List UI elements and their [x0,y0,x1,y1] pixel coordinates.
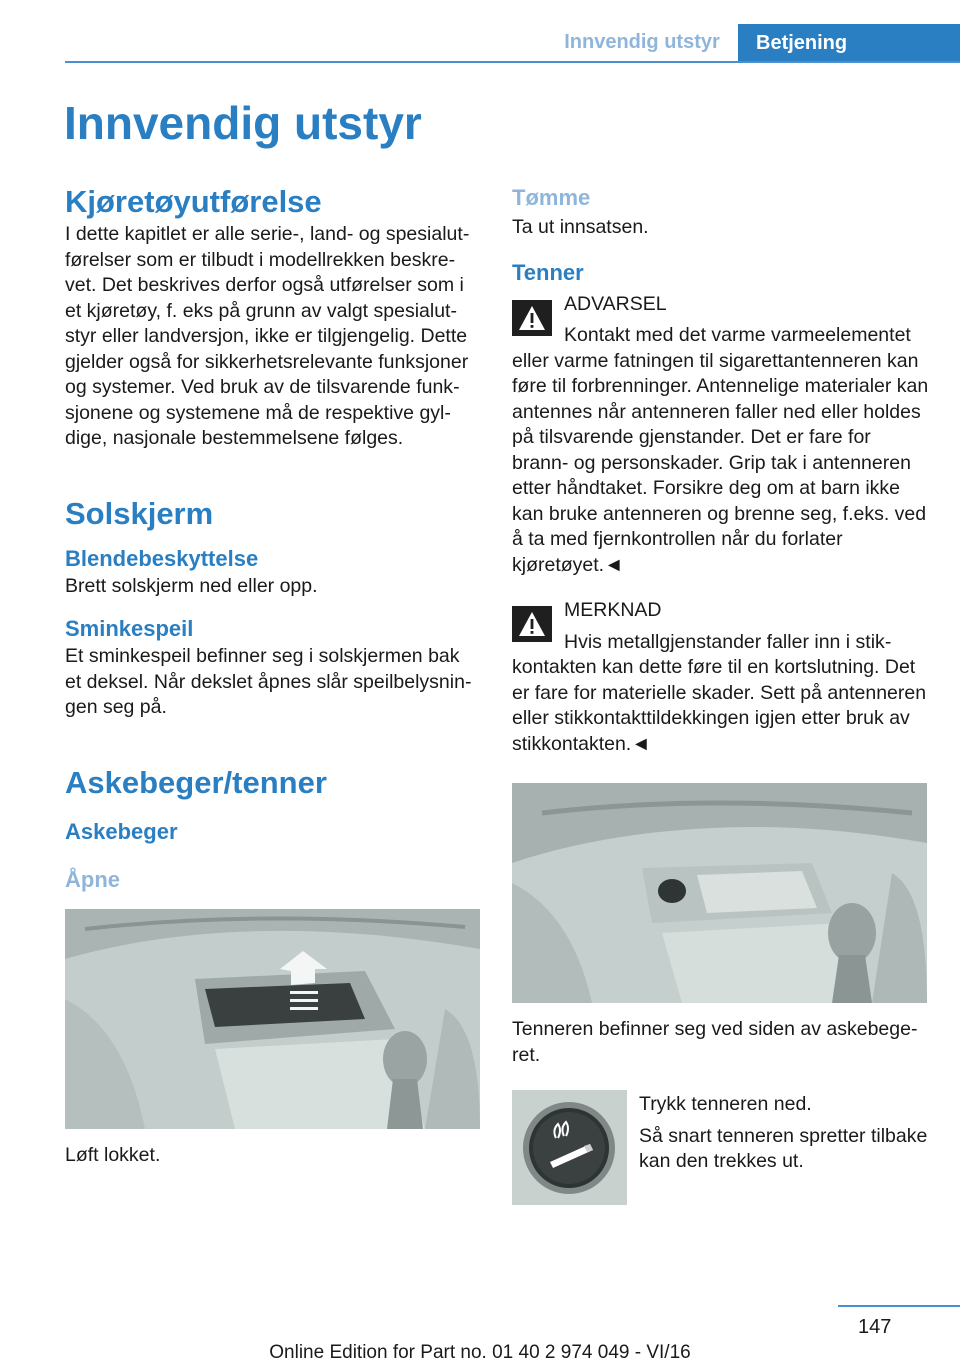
page-title: Innvendig utstyr [64,97,422,149]
paragraph-lighter-location: Tenneren befinner seg ved siden av askebegeret. [512,1018,918,1066]
heading-glare-shield: Blendebeskyttelse [65,545,259,571]
paragraph-press-lighter: Trykk tenneren ned. [639,1093,812,1115]
paragraph-vehicle-version: I dette kapitlet er alle serie-, land- og spesialutførelser som er tilbudt i modellrekken beskrevet. Det beskrives derfor også utførelser som i et kjøretøy, f. eks på grunn av valgt spesialutstyr eller landversjon, ikke er tilgjengelig. Dette gjelder også for sikkerhetsrelevante funksjoner og systemer. Ved bruk av de tilsvarende funksjonene og systemene må de respektive gyldige, nasjonale bestemmelsene følges. [65,223,470,449]
caption-lift-lid: Løft lokket. [65,1143,161,1166]
lighter-location-photo [512,783,927,1003]
paragraph-empty: Ta ut innsatsen. [512,216,649,238]
warning-block-advarsel [512,292,930,579]
heading-vehicle-version: Kjøretøyutførelse [65,184,322,219]
lighter-instruction-block [512,1088,930,1208]
warning-title-merknad: MERKNAD [564,599,662,621]
left-column [65,180,480,1168]
warning-text-merknad: Hvis metallgjenstander faller inn i stikkontakten kan dette føre til en kortslutning. Det er fare for materielle skader. Sett på antenneren eller stikkontakttildekkingen igjen etter bruk av stikkontakten.◄ [512,630,927,755]
heading-ashtray-lighter: Askebeger/tenner [65,764,327,800]
header-tab-betjening[interactable]: Betjening [738,24,960,62]
heading-open: Åpne [65,866,120,892]
heading-sun-visor: Solskjerm [65,495,214,531]
heading-vanity-mirror: Sminkespeil [65,616,194,641]
paragraph-vanity-mirror: Et sminkespeil befinner seg i solskjermen bak et deksel. Når dekslet åpnes slår speilbelysningen seg på. [65,645,472,718]
paragraph-lighter-pops: Så snart tenneren spretter tilbake kan den trekkes ut. [639,1124,928,1172]
footer-rule [838,1305,960,1307]
header-rule [65,61,960,63]
ashtray-open-photo [65,909,480,1129]
header-section-label: Innvendig utstyr [564,31,720,53]
heading-ashtray: Askebeger [65,818,178,844]
warning-text-advarsel: Kontakt med det varme varmeelementet eller varme fatningen til sigarettantenneren kan føre til forbrenninger. Antennelige materialer kan antennes når antenneren faller ned eller holdes på tilsvarende gjenstander. Det er fare for brann- og personskader. Grip tak i antenneren etter håndtaket. Forsikre deg om at barn ikke kan bruke antenneren og brenne seg, f.eks. ved å ta med fjernkontrollen når du forlater kjøretøyet.◄ [512,324,929,576]
warning-triangle-icon [512,300,552,336]
heading-empty: Tømme [512,185,591,210]
page-number: 147 [858,1316,892,1338]
footer-edition: Online Edition for Part no. 01 40 2 974 049 - VI/16 [269,1342,691,1363]
cigarette-lighter-icon [512,1090,627,1205]
warning-block-merknad [512,598,930,757]
paragraph-glare-shield: Brett solskjerm ned eller opp. [65,574,318,597]
warning-triangle-icon [512,606,552,642]
heading-lighter: Tenner [512,259,584,285]
right-column [512,180,930,1208]
warning-title-advarsel: ADVARSEL [564,292,667,315]
